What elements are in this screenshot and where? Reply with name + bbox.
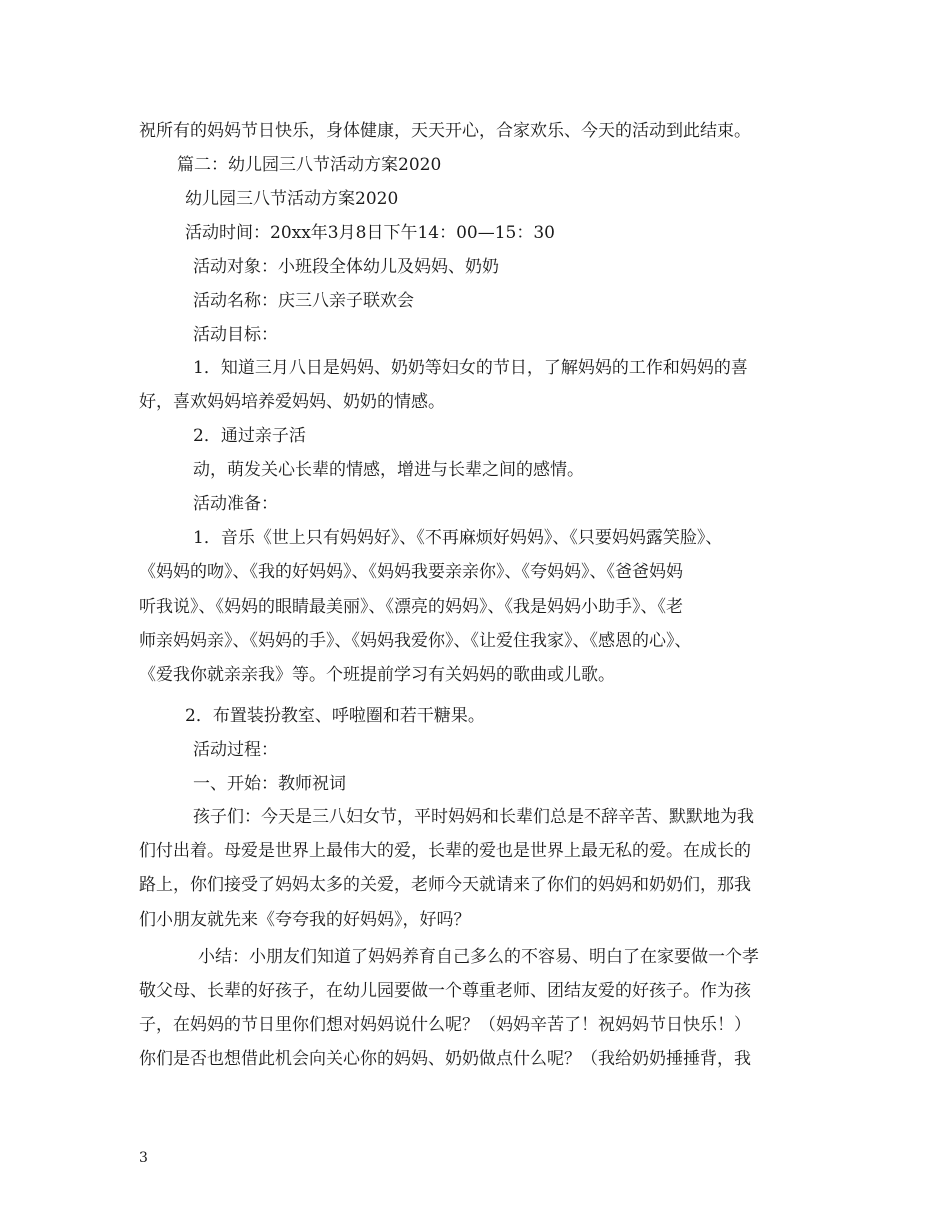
- text-line: 活动名称：庆三八亲子联欢会: [193, 291, 414, 311]
- text-line: 孩子们：今天是三八妇女节，平时妈妈和长辈们总是不辞辛苦、默默地为我: [193, 807, 754, 827]
- text-line: 们付出着。母爱是世界上最伟大的爱，长辈的爱也是世界上最无私的爱。在成长的: [139, 841, 751, 861]
- text-line: 《爱我你就亲亲我》等。个班提前学习有关妈妈的歌曲或儿歌。: [139, 665, 615, 685]
- text-line: 祝所有的妈妈节日快乐，身体健康，天天开心，合家欢乐、今天的活动到此结束。: [139, 121, 751, 141]
- text-line: 一、开始：教师祝词: [193, 774, 346, 794]
- text-line: 小结：小朋友们知道了妈妈养育自己多么的不容易、明白了在家要做一个孝: [198, 947, 759, 967]
- text-line: 《妈妈的吻》、《我的好妈妈》、《妈妈我要亲亲你》、《夸妈妈》、《爸爸妈妈: [139, 562, 683, 582]
- text-line: 1．音乐《世上只有妈妈好》、《不再麻烦好妈妈》、《只要妈妈露笑脸》、: [193, 528, 723, 548]
- text-line: 敬父母、长辈的好孩子，在幼儿园要做一个尊重老师、团结友爱的好孩子。作为孩: [139, 981, 751, 1001]
- text-line: 2．布置装扮教室、呼啦圈和若干糖果。: [185, 706, 485, 726]
- section-heading: 篇二：幼儿园三八节活动方案2020: [177, 155, 442, 175]
- text-line: 活动时间：20xx年3月8日下午14：00—15：30: [185, 223, 555, 243]
- text-line: 们小朋友就先来《夸夸我的好妈妈》，好吗？: [139, 910, 471, 930]
- text-line: 活动对象：小班段全体幼儿及妈妈、奶奶: [193, 257, 499, 277]
- page-number: 3: [139, 1150, 148, 1166]
- text-line: 路上，你们接受了妈妈太多的关爱，老师今天就请来了你们的妈妈和奶奶们，那我: [139, 875, 751, 895]
- text-line: 好，喜欢妈妈培养爱妈妈、奶奶的情感。: [139, 392, 445, 412]
- text-line: 你们是否也想借此机会向关心你的妈妈、奶奶做点什么呢？（我给奶奶捶捶背，我: [139, 1049, 751, 1069]
- document-title: 幼儿园三八节活动方案2020: [185, 189, 399, 209]
- text-line: 活动准备：: [193, 494, 278, 514]
- text-line: 听我说》、《妈妈的眼睛最美丽》、《漂亮的妈妈》、《我是妈妈小助手》、《老: [139, 597, 683, 617]
- text-line: 动，萌发关心长辈的情感，增进与长辈之间的感情。: [193, 460, 584, 480]
- text-line: 子，在妈妈的节日里你们想对妈妈说什么呢？（妈妈辛苦了！祝妈妈节日快乐！）: [139, 1015, 751, 1035]
- text-line: 活动目标：: [193, 325, 278, 345]
- text-line: 师亲妈妈亲》、《妈妈的手》、《妈妈我爱你》、《让爱住我家》、《感恩的心》、: [139, 631, 692, 651]
- text-line: 活动过程：: [193, 740, 278, 760]
- text-line: 1．知道三月八日是妈妈、奶奶等妇女的节日，了解妈妈的工作和妈妈的喜: [193, 358, 748, 378]
- text-line: 2．通过亲子活: [193, 426, 306, 446]
